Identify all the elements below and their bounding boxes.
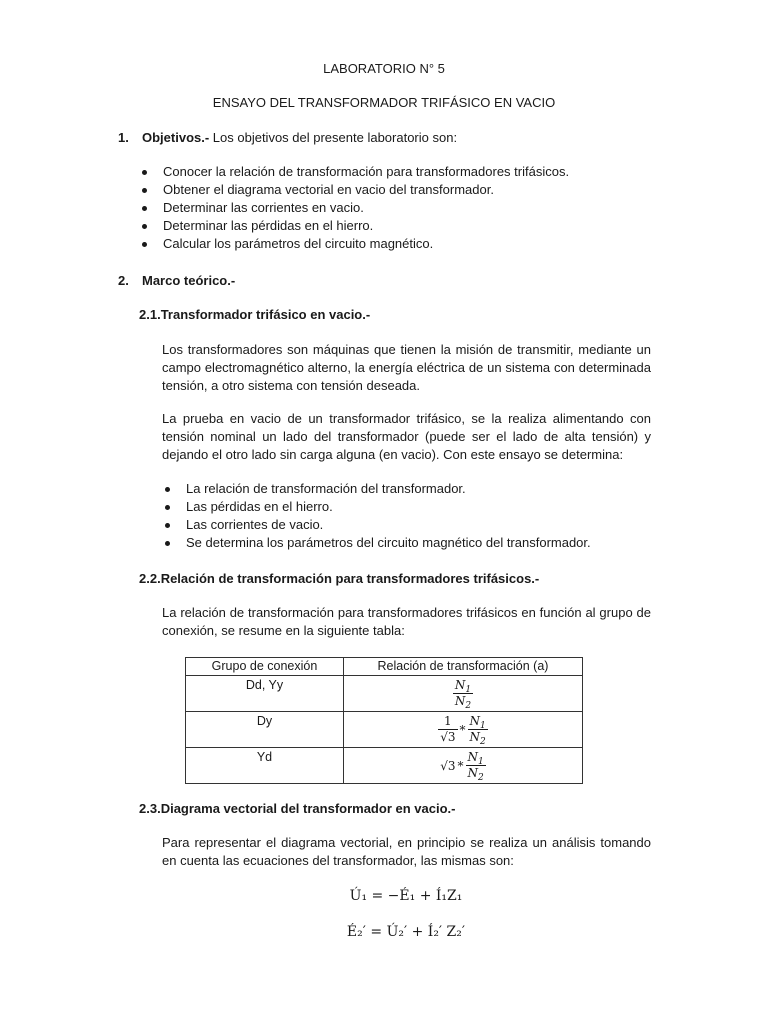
fraction: $\frac{N_1}{N_2}$ <box>469 714 486 747</box>
bullet-icon <box>165 523 170 528</box>
table-row <box>186 748 583 784</box>
list-item: Determinar las pérdidas en el hierro. <box>163 217 373 235</box>
paragraph: Los transformadores son máquinas que tienen la misión de transmitir, mediante un campo electromagnético alterno, la energía eléctrica de un sistema con determinada tensión, a otro sistema con tensión deseada. <box>162 342 651 393</box>
paragraph: Para representar el diagrama vectorial, en principio se realiza un análisis tomando en cuenta las ecuaciones del transformador, las mismas son: <box>162 835 651 868</box>
connection-group: Dd, Yy <box>245 678 284 692</box>
bullet-icon <box>165 487 170 492</box>
list-item: Las pérdidas en el hierro. <box>186 498 333 516</box>
bullet-icon <box>165 505 170 510</box>
document-subtitle: ENSAYO DEL TRANSFORMADOR TRIFÁSICO EN VACIO <box>212 95 556 110</box>
paragraph: La relación de transformación para transformadores trifásicos en función al grupo de conexión, se resume en la siguiente tabla: <box>162 605 651 638</box>
sqrt-coefficient: √3 <box>440 758 456 773</box>
bullet-icon <box>142 170 147 175</box>
table-header-row <box>186 658 583 676</box>
equation-2: É₂′ = Ú₂′ + Í₂′ Z₂′ <box>346 924 466 940</box>
section-2-heading <box>118 273 235 289</box>
section-title: Relación de transformación para transformadores trifásicos.- <box>160 571 540 586</box>
section-2-2-heading <box>139 571 539 587</box>
lab-title: LABORATORIO N° 5 <box>323 61 445 76</box>
list-item: Conocer la relación de transformación para transformadores trifásicos. <box>163 163 569 181</box>
ratio-formula <box>344 712 582 747</box>
section-number: 2.2. <box>139 571 161 586</box>
list-item: Calcular los parámetros del circuito magnético. <box>163 235 433 253</box>
ratio-formula <box>344 748 582 783</box>
transformation-ratio-table <box>185 657 583 784</box>
list-item: La relación de transformación del transformador. <box>186 480 466 498</box>
bullet-icon <box>142 206 147 211</box>
list-item: Determinar las corrientes en vacio. <box>163 199 364 217</box>
section-number: 2.3. <box>139 801 161 816</box>
bullet-icon <box>142 224 147 229</box>
bullet-icon <box>142 242 147 247</box>
table-row <box>186 676 583 712</box>
connection-group: Dy <box>256 714 273 728</box>
section-number: 1. <box>118 130 129 145</box>
ratio-formula <box>344 676 582 711</box>
section-title: Transformador trifásico en vacio.- <box>160 307 371 322</box>
section-1-heading <box>118 130 457 146</box>
list-item: Obtener el diagrama vectorial en vacio del transformador. <box>163 181 494 199</box>
multiply-operator: * <box>459 722 466 737</box>
column-header: Relación de transformación (a) <box>344 658 583 676</box>
section-2-1-heading <box>139 307 370 323</box>
section-intro: Los objetivos del presente laboratorio son: <box>209 130 458 145</box>
section-title: Diagrama vectorial del transformador en vacio.- <box>160 801 456 816</box>
fraction: $\frac{N_1}{N_2}$ <box>454 678 472 711</box>
bullet-icon <box>165 541 170 546</box>
equation-1: Ú₁ = −É₁ + Í₁Z₁ <box>349 888 463 904</box>
fraction: $\frac{1}{√3}$ <box>440 714 456 744</box>
section-title: Marco teórico.- <box>142 273 236 288</box>
fraction: $\frac{N_1}{N_2}$ <box>467 750 484 783</box>
multiply-operator: * <box>457 758 464 773</box>
section-title: Objetivos.- <box>142 130 210 145</box>
section-number: 2. <box>118 273 129 288</box>
list-item: Se determina los parámetros del circuito magnético del transformador. <box>186 534 591 552</box>
list-item: Las corrientes de vacio. <box>186 516 323 534</box>
column-header: Grupo de conexión <box>186 658 344 676</box>
table-row <box>186 712 583 748</box>
section-number: 2.1. <box>139 307 161 322</box>
paragraph: La prueba en vacio de un transformador trifásico, se la realiza alimentando con tensión nominal un lado del transformador (puede ser el lado de alta tensión) y dejando el otro lado sin carga alguna (en vacio). Con este ensayo se determina: <box>162 411 651 462</box>
section-2-3-heading <box>139 801 455 817</box>
connection-group: Yd <box>256 750 273 764</box>
bullet-icon <box>142 188 147 193</box>
